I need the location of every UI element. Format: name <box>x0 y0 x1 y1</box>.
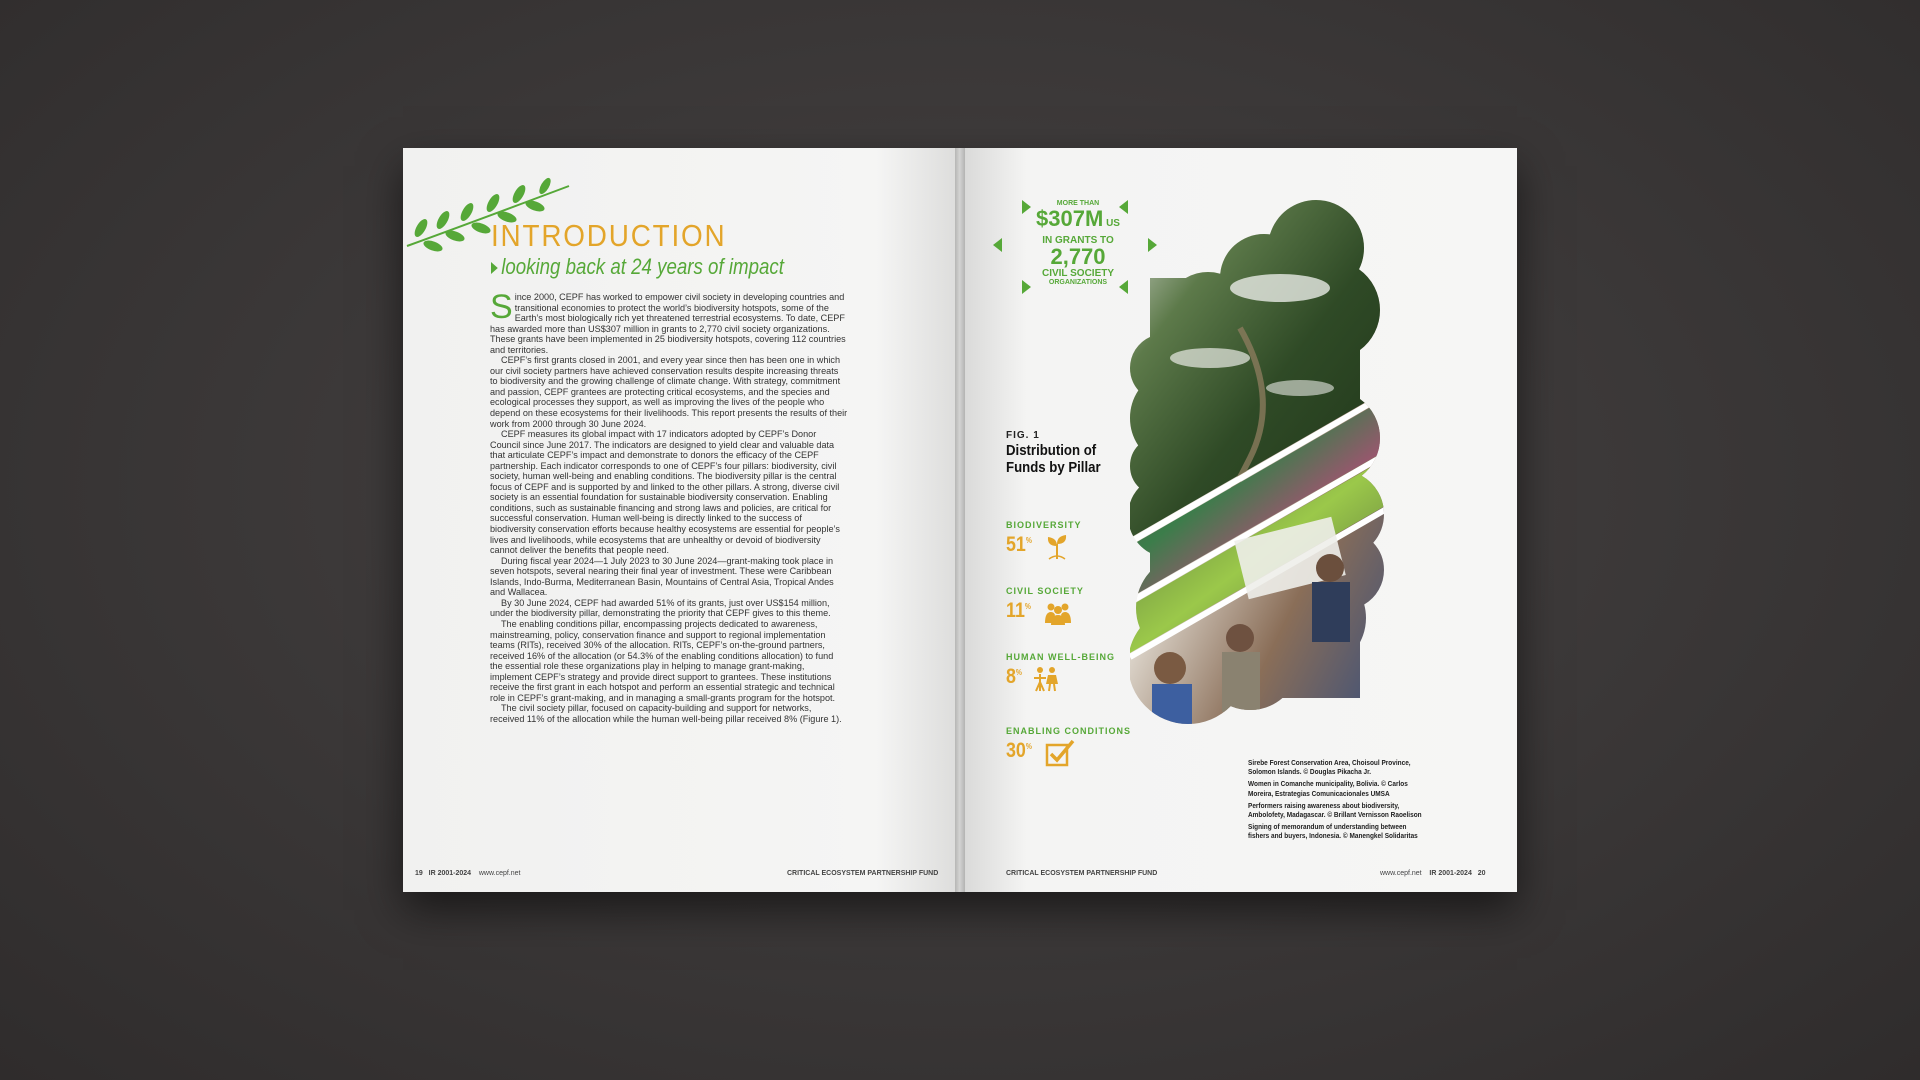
page-title: INTRODUCTION <box>491 218 727 253</box>
stat-line: IN GRANTS TO <box>1042 235 1114 246</box>
figure-label: FIG. 1 <box>1006 430 1040 441</box>
pillar-percent <box>1006 665 1022 689</box>
footer-url: www.cepf.net <box>478 870 521 877</box>
people-group-icon <box>1044 601 1072 625</box>
pct-value: 51 <box>1006 533 1026 556</box>
report-label: IR 2001-2024 <box>428 870 472 877</box>
right-page <box>960 148 1517 892</box>
paragraph-text: ince 2000, CEPF has worked to empower civil society in developing countries and transitional economies to protect the world’s biodiversity hotspots, some of the Earth’s most biologically rich yet threatened terrestrial ecosystems. To date, CEPF has awarded more than US$307 million in grants to 2,770 civil society organizations. These grants have been implemented in 25 biodiversity hotspots, covering 112 countries and territories. <box>490 292 846 355</box>
pillar-percent <box>1006 739 1032 763</box>
drop-cap: S <box>490 288 513 326</box>
pct-sign: % <box>1015 668 1022 677</box>
footer-url: www.cepf.net <box>1380 870 1422 877</box>
page-number: 19 <box>415 870 423 877</box>
org-name: CRITICAL ECOSYSTEM PARTNERSHIP FUND <box>1006 870 1158 877</box>
footer-right <box>1380 870 1485 877</box>
caption: Sirebe Forest Conservation Area, Choisoul Province, Solomon Islands. © Douglas Pikacha Jr. <box>1248 758 1411 777</box>
sprout-icon <box>1045 534 1069 560</box>
paragraph: During fiscal year 2024—1 July 2023 to 30 June 2024—grant-making took place in seven hotspots, several nearing their final year of investment. These were Caribbean Islands, Indo-Burma, Mediterranean Basin, Mountains of Central Asia, Tropical Andes and Wallacea. <box>490 555 834 598</box>
footer-org-left <box>787 870 938 877</box>
photo-collage <box>1130 198 1390 726</box>
pillar-name: BIODIVERSITY <box>1006 520 1082 530</box>
footer-org-right <box>1006 870 1157 877</box>
paragraph: CEPF’s first grants closed in 2001, and every year since then has been one in which our civil society partners have achieved conservation results despite increasing threats to biodiversity and the growing challenge of climate change. With strategy, commitment and passion, CEPF grantees are protecting critical ecosystems, and the species and ecological processes they support, as well as improving the lives of the people who depend on these ecosystems for their livelihoods. This report presents the results of their work from 2000 through 30 June 2024. <box>490 355 848 429</box>
stat-line: ORGANIZATIONS <box>1048 279 1108 286</box>
figure-title <box>1006 442 1101 476</box>
pct-sign: % <box>1024 602 1031 611</box>
pct-sign: % <box>1025 742 1032 751</box>
triangle-icon <box>993 238 1002 252</box>
stat-line: MORE THAN <box>1056 200 1100 207</box>
amount-value: $307M <box>1036 206 1104 231</box>
pillar-human-well-being <box>1006 652 1116 692</box>
pillar-percent <box>1006 599 1031 623</box>
currency: US <box>1106 218 1120 229</box>
figure-title-line: Funds by Pillar <box>1006 459 1101 476</box>
paragraph: By 30 June 2024, CEPF had awarded 51% of its grants, just over US$154 million, under the biodiversity pillar, demonstrating the priority that CEPF gives to this theme. <box>490 597 831 619</box>
figure-title-line: Distribution of <box>1006 442 1097 459</box>
stat-count: 2,770 <box>1050 244 1106 269</box>
pct-sign: % <box>1025 536 1032 545</box>
caption: Signing of memorandum of understanding between fishers and buyers, Indonesia. © Manengkel Solidaritas <box>1248 822 1418 841</box>
pillar-name: ENABLING CONDITIONS <box>1006 726 1132 736</box>
paragraph: The civil society pillar, focused on capacity-building and support for networks, received 11% of the allocation while the human well-being pillar received 8% (Figure 1). <box>490 703 842 724</box>
photo-captions <box>1248 758 1428 844</box>
page-subtitle <box>491 254 784 280</box>
page-gutter <box>955 148 965 892</box>
pillar-enabling-conditions <box>1006 726 1132 767</box>
paragraph <box>490 288 848 355</box>
checkbox-icon <box>1045 739 1075 767</box>
subtitle-text: looking back at 24 years of impact <box>501 254 784 279</box>
pillar-percent <box>1006 533 1032 557</box>
paragraph: CEPF measures its global impact with 17 indicators adopted by CEPF’s Donor Council since June 2017. The indicators are designed to yield clear and valuable data that articulate CEPF’s impact and demonstrate to donors the efficacy of the CEPF partnership. Each indicator corresponds to one of CEPF’s four pillars: biodiversity, civil society, human well-being and enabling conditions. The biodiversity pillar is the central focus of CEPF and is supported by and linked to the other pillars. A strong, diverse civil society is an essential foundation for sustainable biodiversity conservation. Enabling conditions, such as sustainable financing and strong laws and policies, are critical for successful conservation. Human well-being is directly linked to the success of biodiversity conservation efforts because healthy ecosystems are essential for people’s lives and livelihoods, while ecosystems that are unhealthy or devoid of biodiversity cannot deliver the benefits that people need. <box>490 429 840 556</box>
report-label: IR 2001-2024 <box>1429 870 1472 877</box>
caption: Women in Comanche municipality, Bolivia. © Carlos Moreira, Estrategias Comunicacionales UMSA <box>1248 779 1408 798</box>
pillar-biodiversity <box>1006 520 1116 560</box>
pct-value: 30 <box>1006 739 1026 762</box>
body-text <box>490 288 848 724</box>
pct-value: 8 <box>1006 665 1016 688</box>
pillar-name: CIVIL SOCIETY <box>1006 586 1084 596</box>
org-name: CRITICAL ECOSYSTEM PARTNERSHIP FUND <box>787 870 939 877</box>
stat-text <box>1011 200 1145 287</box>
magazine-spread <box>403 148 1517 892</box>
left-page <box>403 148 960 892</box>
caption: Performers raising awareness about biodiversity, Ambolofety, Madagascar. © Brillant Vernisson Raoelison <box>1248 800 1422 820</box>
pillar-name: HUMAN WELL-BEING <box>1006 652 1115 662</box>
stat-line: CIVIL SOCIETY <box>1041 268 1115 279</box>
paragraph: The enabling conditions pillar, encompassing projects dedicated to awareness, mainstreaming, policy, conservation finance and support to regional implementation teams (RITs), received 30% of the allocation. RITs, CEPF’s on-the-ground partners, received 16% of the allocation (or 54.3% of the enabling conditions allocation) to fund the essential role these organizations play in helping to manage grant-making, implement CEPF’s strategy and provide direct support to grantees. These institutions receive the first grant in each hotspot and perform an essential strategic and technical role in CEPF’s grant-making, and in managing a small-grants program for the hotspot. <box>490 618 836 703</box>
stat-callout <box>993 186 1127 304</box>
page-number: 20 <box>1477 870 1486 877</box>
triangle-icon <box>491 262 498 274</box>
pct-value: 11 <box>1006 599 1025 622</box>
family-icon <box>1033 666 1059 692</box>
stat-amount <box>1011 208 1145 235</box>
footer-left <box>415 870 520 877</box>
pillar-civil-society <box>1006 586 1116 625</box>
